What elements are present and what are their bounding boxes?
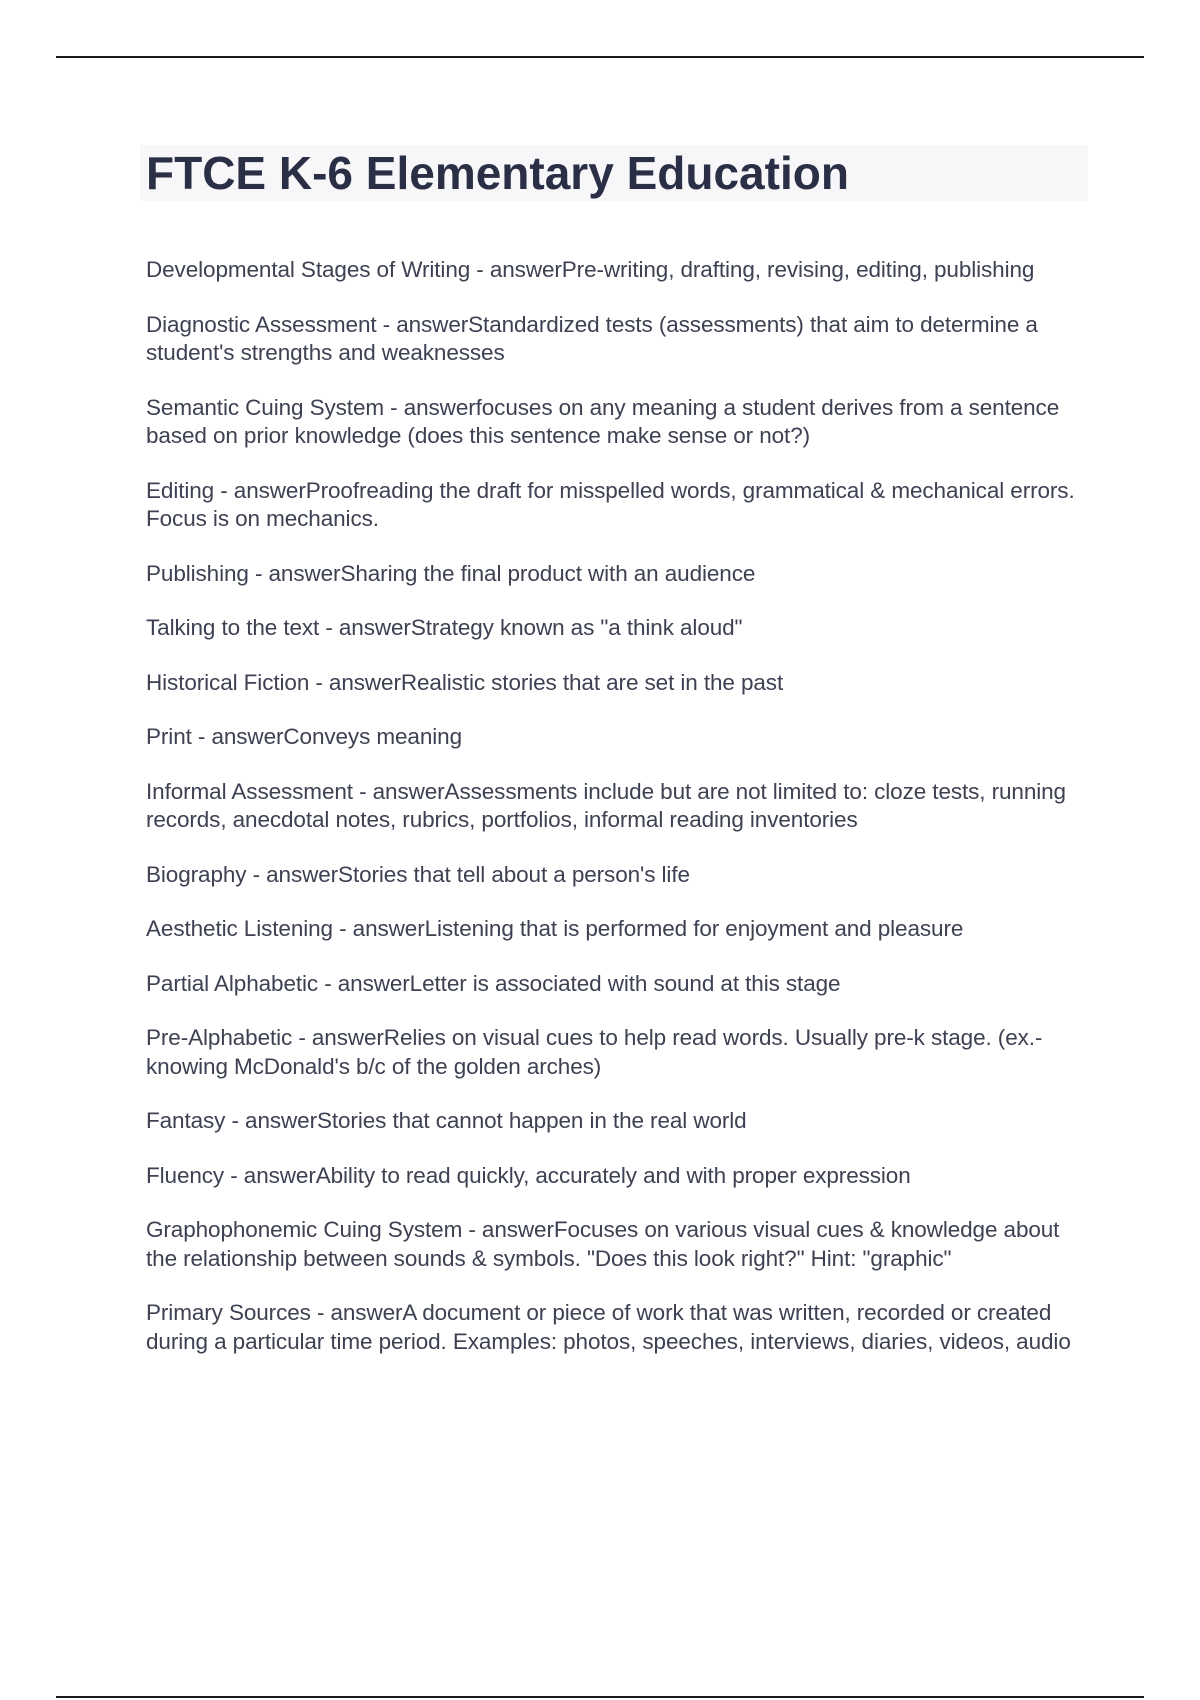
list-item: Print - answerConveys meaning — [146, 724, 462, 749]
flashcard-list — [146, 256, 1096, 1382]
list-item: Developmental Stages of Writing - answerPre-writing, drafting, revising, editing, publishing — [146, 257, 1035, 282]
list-item: Informal Assessment - answerAssessments include but are not limited to: cloze tests, running records, anecdotal notes, rubrics, portfolios, informal reading inventories — [146, 778, 1066, 832]
list-item: Diagnostic Assessment - answerStandardized tests (assessments) that aim to determine a student's strengths and weaknesses — [146, 311, 1038, 365]
list-item: Aesthetic Listening - answerListening that is performed for enjoyment and pleasure — [146, 916, 964, 941]
list-item: Publishing - answerSharing the final product with an audience — [146, 560, 756, 586]
list-item: Historical Fiction - answerRealistic stories that are set in the past — [146, 669, 784, 695]
list-item: Primary Sources - answerA document or piece of work that was written, recorded or created during a particular time period. Examples: photos, speeches, interviews, diaries, videos, audio — [146, 1300, 1071, 1354]
top-rule — [56, 56, 1144, 58]
page-title: FTCE K-6 Elementary Education — [146, 147, 849, 199]
list-item: Semantic Cuing System - answerfocuses on any meaning a student derives from a sentence based on prior knowledge (does this sentence make sense or not?) — [146, 394, 1060, 448]
list-item: Fantasy - answerStories that cannot happen in the real world — [146, 1108, 747, 1133]
list-item: Biography - answerStories that tell about a person's life — [146, 861, 690, 887]
bottom-rule — [56, 1696, 1144, 1698]
list-item: Pre-Alphabetic - answerRelies on visual cues to help read words. Usually pre-k stage. (ex.- knowing McDonald's b/c of the golden arches) — [146, 1025, 1043, 1079]
title-banner — [140, 145, 1088, 201]
list-item: Talking to the text - answerStrategy known as "a think aloud" — [146, 615, 743, 640]
list-item: Fluency - answerAbility to read quickly, accurately and with proper expression — [146, 1162, 911, 1188]
list-item: Editing - answerProofreading the draft for misspelled words, grammatical & mechanical errors. Focus is on mechanics. — [146, 477, 1075, 531]
list-item: Partial Alphabetic - answerLetter is associated with sound at this stage — [146, 970, 841, 996]
list-item: Graphophonemic Cuing System - answerFocuses on various visual cues & knowledge about the relationship between sounds & symbols. "Does this look right?" Hint: "graphic" — [146, 1217, 1060, 1271]
